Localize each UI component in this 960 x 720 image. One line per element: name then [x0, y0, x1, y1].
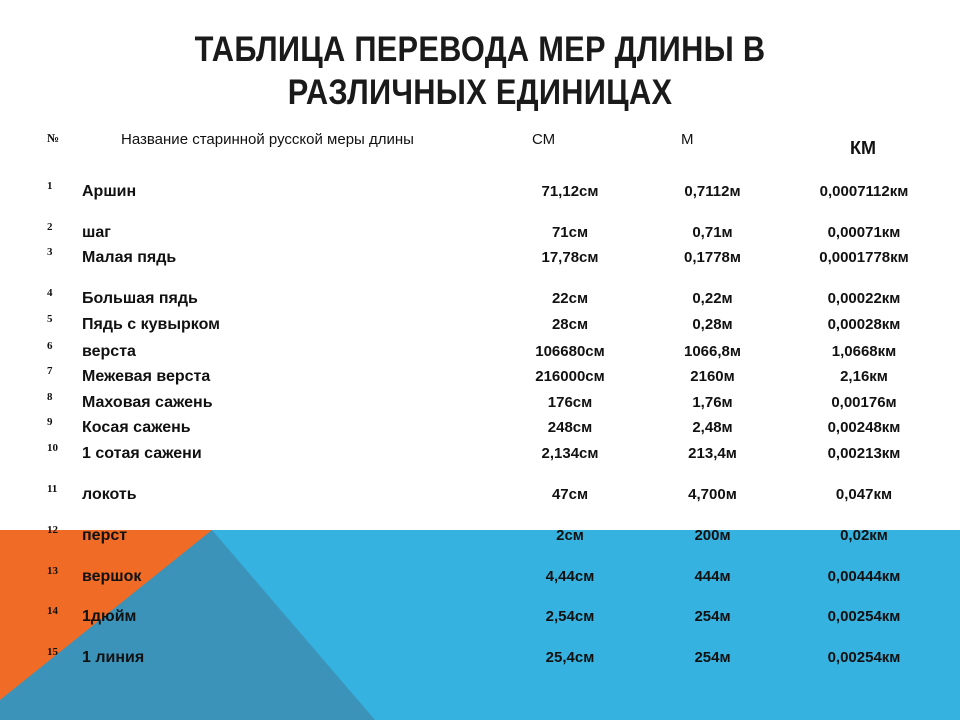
row-number: 7 — [47, 365, 53, 377]
value-km: 0,0001778км — [819, 249, 909, 266]
header-name: Название старинной русской меры длины — [121, 131, 414, 148]
measure-name: Аршин — [82, 183, 137, 200]
value-m: 2,48м — [692, 419, 733, 436]
page-title: ТАБЛИЦА ПЕРЕВОДА МЕР ДЛИНЫ В РАЗЛИЧНЫХ ЕДИНИЦАХ — [194, 30, 766, 112]
value-m: 0,22м — [692, 290, 733, 307]
value-km: 0,047км — [835, 486, 893, 503]
measure-name: локоть — [82, 486, 137, 503]
measure-name: Малая пядь — [82, 249, 177, 266]
value-cm: 2,134см — [541, 445, 599, 462]
value-m: 254м — [694, 649, 731, 666]
value-m: 1,76м — [692, 394, 733, 411]
measure-name: 1 линия — [82, 649, 145, 666]
row-number: 15 — [47, 646, 58, 658]
value-km: 0,02км — [840, 527, 888, 544]
row-number: 14 — [47, 605, 58, 617]
value-km: 0,00444км — [827, 568, 901, 585]
value-m: 4,700м — [688, 486, 737, 503]
measure-name: шаг — [82, 224, 111, 241]
measure-name: 1дюйм — [82, 608, 137, 625]
value-m: 254м — [694, 608, 731, 625]
value-km: 0,00071км — [827, 224, 901, 241]
value-cm: 28см — [551, 316, 589, 333]
measure-name: вершок — [82, 568, 142, 585]
row-number: 3 — [47, 246, 53, 258]
measure-name: перст — [82, 527, 128, 544]
value-cm: 2,54см — [545, 608, 595, 625]
measure-name: Пядь с кувырком — [82, 316, 220, 333]
value-cm: 216000см — [535, 368, 605, 385]
value-m: 2160м — [690, 368, 735, 385]
row-number: 6 — [47, 340, 53, 352]
value-km: 0,00248км — [827, 419, 901, 436]
value-m: 0,1778м — [684, 249, 741, 266]
header-km: КМ — [850, 138, 876, 158]
value-km: 0,00254км — [827, 608, 901, 625]
value-m: 1066,8м — [684, 343, 741, 360]
value-cm: 22см — [551, 290, 589, 307]
value-cm: 71,12см — [541, 183, 599, 200]
value-km: 0,0007112км — [819, 183, 909, 200]
value-km: 0,00176м — [831, 394, 897, 411]
measure-name: верста — [82, 343, 136, 360]
value-km: 0,00254км — [827, 649, 901, 666]
value-km: 0,00213км — [827, 445, 901, 462]
value-cm: 2см — [556, 527, 584, 544]
measure-name: Косая сажень — [82, 419, 191, 436]
value-cm: 176см — [547, 394, 593, 411]
row-number: 1 — [47, 180, 53, 192]
row-number: 9 — [47, 416, 53, 428]
value-m: 0,28м — [692, 316, 733, 333]
value-m: 213,4м — [688, 445, 737, 462]
row-number: 13 — [47, 565, 58, 577]
value-cm: 47см — [551, 486, 589, 503]
value-cm: 17,78см — [541, 249, 599, 266]
value-cm: 4,44см — [545, 568, 595, 585]
header-m: М — [681, 131, 694, 148]
measure-name: Большая пядь — [82, 290, 198, 307]
value-km: 1,0668км — [831, 343, 897, 360]
measure-name: 1 сотая сажени — [82, 445, 202, 462]
value-km: 2,16км — [840, 368, 888, 385]
value-cm: 25,4см — [545, 649, 595, 666]
value-m: 0,7112м — [684, 183, 741, 200]
header-cm: СМ — [532, 131, 556, 148]
row-number: 8 — [47, 391, 53, 403]
row-number: 11 — [47, 483, 58, 495]
value-m: 200м — [694, 527, 731, 544]
row-number: 4 — [47, 287, 53, 299]
row-number: 5 — [47, 313, 53, 325]
value-km: 0,00022км — [827, 290, 901, 307]
value-m: 444м — [694, 568, 731, 585]
value-km: 0,00028км — [827, 316, 901, 333]
value-m: 0,71м — [692, 224, 733, 241]
row-number: 12 — [47, 524, 58, 536]
row-number: 2 — [47, 221, 53, 233]
header-number: № — [47, 131, 60, 145]
value-cm: 248см — [547, 419, 593, 436]
measure-name: Маховая сажень — [82, 394, 213, 411]
measure-name: Межевая верста — [82, 368, 211, 385]
value-cm: 71см — [551, 224, 589, 241]
row-number: 10 — [47, 442, 58, 454]
value-cm: 106680см — [535, 343, 605, 360]
